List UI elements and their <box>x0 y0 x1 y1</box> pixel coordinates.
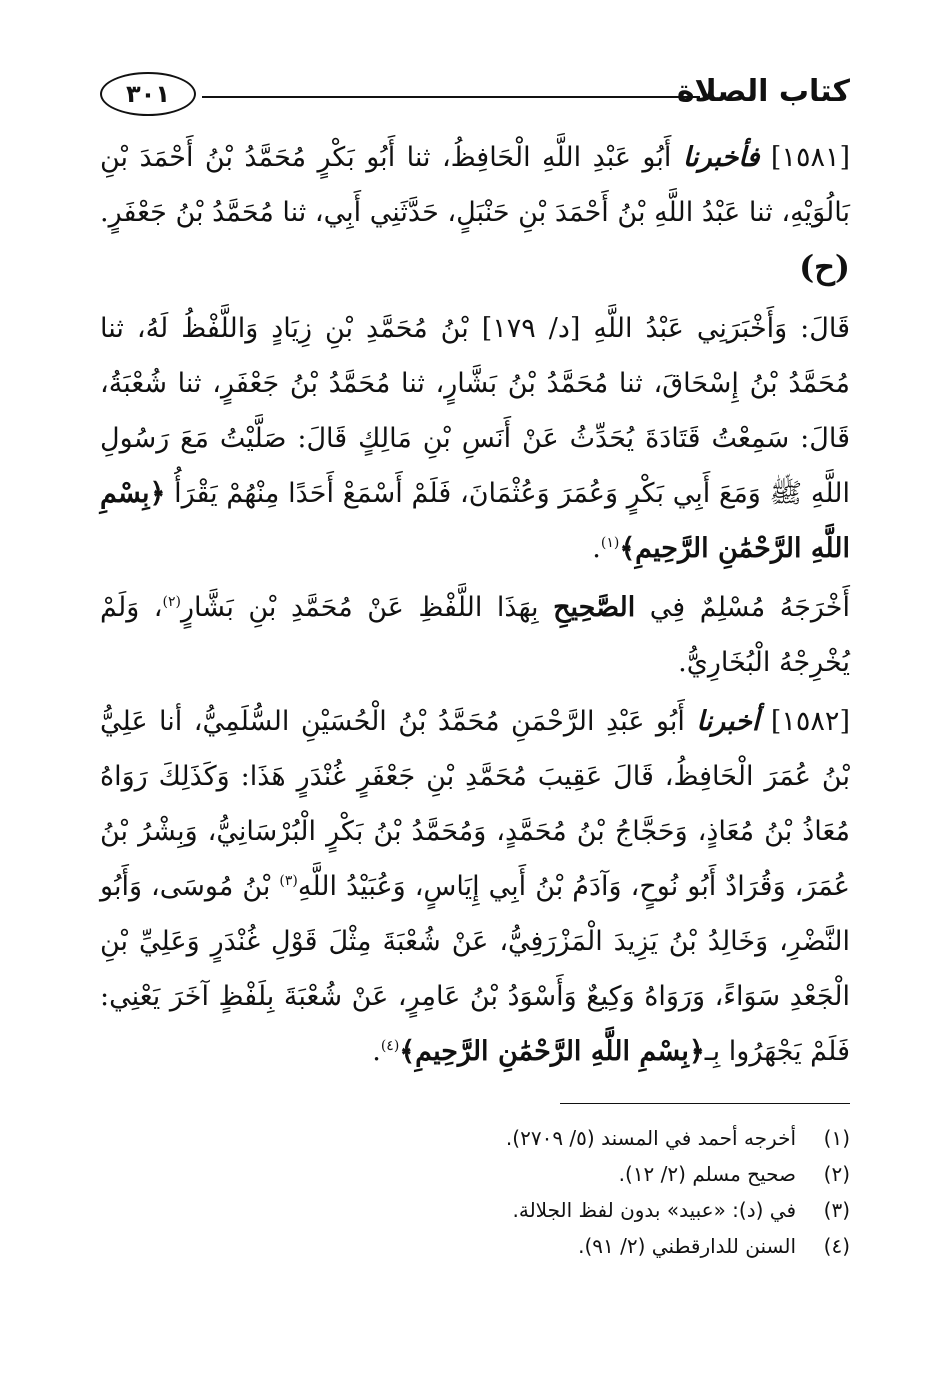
footnote-number: (٣) <box>823 1198 850 1222</box>
footnote-text: أخرجه أحمد في المسند (٥/ ٢٧٠٩). <box>505 1126 796 1150</box>
header-rule <box>202 96 700 98</box>
footnote-ref-2[interactable]: (٢) <box>162 594 181 610</box>
sentence-end: . <box>592 533 601 564</box>
hadith-number: [١٥٨١] <box>770 142 850 173</box>
hadith-text: قَالَ: وَأَخْبَرَنِي عَبْدُ اللَّهِ [د/ ١٧٩] بْنُ مُحَمَّدِ بْنِ زِيَادٍ وَاللَّفْظُ لَهُ، ثنا مُحَمَّدُ بْنُ إِسْحَاقَ، ثنا مُحَمَّدُ بْنُ بَشَّارٍ، ثنا مُحَمَّدُ بْنُ جَعْفَرٍ، ثنا شُعْبَةُ، قَالَ: سَمِعْتُ قَتَادَةَ يُحَدِّثُ عَنْ أَنَسِ بْنِ مَالِكٍ قَالَ: صَلَّيْتُ مَعَ رَسُولِ اللَّهِ ﷺ وَمَعَ أَبِي بَكْرٍ وَعُمَرَ وَعُثْمَانَ، فَلَمْ أَسْمَعْ أَحَدًا مِنْهُمْ يَقْرَأُ <box>100 313 850 509</box>
footnote-number: (٢) <box>823 1162 850 1186</box>
footnote-separator <box>560 1103 850 1104</box>
footnote <box>100 1120 850 1156</box>
footnotes <box>100 1120 850 1264</box>
takhrij-note <box>100 580 850 690</box>
footnote <box>100 1156 850 1192</box>
page-number: ٣٠١ <box>100 72 196 116</box>
hadith-text: أَبُو عَبْدِ الرَّحْمَنِ مُحَمَّدُ بْنُ الْحُسَيْنِ السُّلَمِيُّ، أنا عَلِيُّ بْنُ عُمَرَ الْحَافِظُ، قَالَ عَقِيبَ مُحَمَّدِ بْنِ جَعْفَرٍ غُنْدَرٍ هَذَا: وَكَذَلِكَ رَوَاهُ مُعَاذُ بْنُ مُعَاذٍ، وَحَجَّاجُ بْنُ مُحَمَّدٍ، وَمُحَمَّدُ بْنُ بَكْرٍ الْبُرْسَانِيُّ، وَبِشْرُ بْنُ عُمَرَ، وَقُرَادٌ أَبُو نُوحٍ، وَآدَمُ بْنُ أَبِي إِيَاسٍ، وَعُبَيْدُ اللَّهِ <box>100 706 850 902</box>
hadith-1581-continued <box>100 301 850 576</box>
hadith-text: أَبُو عَبْدِ اللَّهِ الْحَافِظُ، ثنا أَبُو بَكْرٍ مُحَمَّدُ بْنُ أَحْمَدَ بْنِ بَالُوَيْهِ، ثنا عَبْدُ اللَّهِ بْنُ أَحْمَدَ بْنِ حَنْبَلٍ، حَدَّثَنِي أَبِي، ثنا مُحَمَّدُ بْنُ جَعْفَرٍ. <box>100 142 850 228</box>
footnote-ref-4[interactable]: (٤) <box>380 1038 400 1054</box>
footnote <box>100 1192 850 1228</box>
hadith-text: بْنُ مُوسَى، وَأَبُو النَّضْرِ، وَخَالِدُ بْنُ يَزِيدَ الْمَزْرَفِيُّ، عَنْ شُعْبَةَ مِثْلَ قَوْلِ غُنْدَرٍ وَعَلِيِّ بْنِ الْجَعْدِ سَوَاءً، وَرَوَاهُ وَكِيعٌ وَأَسْوَدُ بْنُ عَامِرٍ، عَنْ شُعْبَةَ بِلَفْظٍ آخَرَ يَعْنِي: فَلَمْ يَجْهَرُوا بِـ <box>100 871 850 1067</box>
takhrij-text: ، وَلَمْ يُخْرِجْهُ الْبُخَارِيُّ. <box>100 592 850 678</box>
footnote-number: (٤) <box>823 1234 850 1258</box>
narration-keyword: فأخبرنا <box>682 142 760 173</box>
sentence-end: . <box>372 1036 381 1067</box>
narration-keyword: أخبرنا <box>696 706 760 737</box>
footnote-text: صحيح مسلم (٢/ ١٢). <box>618 1162 796 1186</box>
hadith-number: [١٥٨٢] <box>770 706 850 737</box>
footnote <box>100 1228 850 1264</box>
basmala: ﴿بِسْمِ اللَّهِ الرَّحْمَٰنِ الرَّحِيمِ﴾ <box>100 478 850 564</box>
hadith-1581 <box>100 130 850 297</box>
footnote-text: السنن للدارقطني (٢/ ٩١). <box>578 1234 796 1258</box>
tahwil-mark: (ح) <box>799 248 850 286</box>
footnote-ref-1[interactable]: (١) <box>600 535 620 551</box>
basmala: ﴿بِسْمِ اللَّهِ الرَّحْمَٰنِ الرَّحِيمِ﴾ <box>399 1036 705 1067</box>
footnote-text: في (د): «عبيد» بدون لفظ الجلالة. <box>512 1198 796 1222</box>
footnote-ref-3[interactable]: (٣) <box>279 873 298 889</box>
main-text <box>100 130 850 1079</box>
takhrij-text: أَخْرَجَهُ مُسْلِمٌ فِي <box>649 592 850 623</box>
page-header <box>100 68 850 124</box>
book-name: الصَّحِيحِ <box>553 592 636 623</box>
footnote-number: (١) <box>823 1126 850 1150</box>
takhrij-text: بِهَذَا اللَّفْظِ عَنْ مُحَمَّدِ بْنِ بَشَّارٍ <box>180 592 539 623</box>
hadith-1582 <box>100 694 850 1079</box>
chapter-title: كتاب الصلاة <box>676 74 850 109</box>
